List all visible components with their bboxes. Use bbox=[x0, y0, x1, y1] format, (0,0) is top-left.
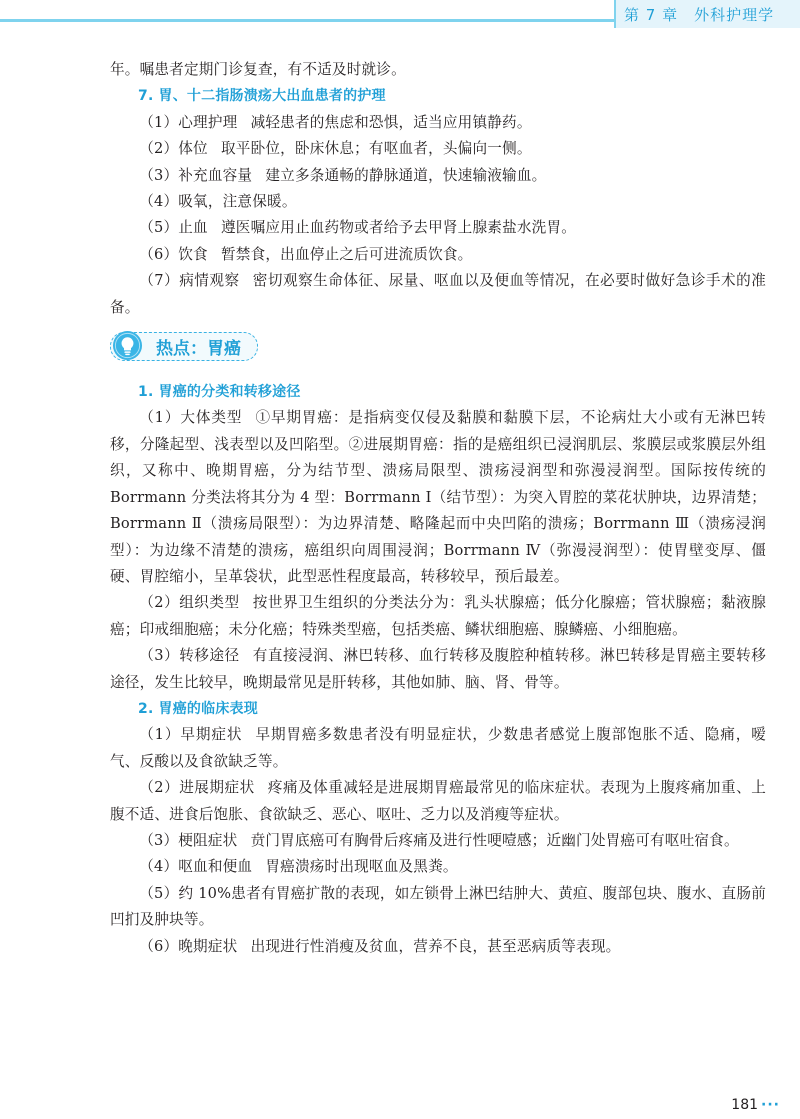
item-text: 出现进行性消瘦及贫血，营养不良，甚至恶病质等表现。 bbox=[250, 937, 621, 955]
item-lead: （2）体位 bbox=[139, 140, 208, 158]
list-item bbox=[110, 828, 766, 854]
list-item bbox=[110, 854, 766, 880]
item-lead: （3）梗阻症状 bbox=[139, 831, 238, 849]
item-lead: （1）心理护理 bbox=[139, 113, 238, 131]
hotspot-banner bbox=[110, 328, 766, 368]
list-item bbox=[110, 722, 766, 775]
item-lead: （1）大体类型 bbox=[139, 409, 243, 427]
continued-paragraph: 年。嘱患者定期门诊复查，有不适及时就诊。 bbox=[110, 61, 406, 78]
list-item bbox=[110, 405, 766, 590]
item-lead: （2）组织类型 bbox=[139, 594, 240, 612]
item-lead: （6）晚期症状 bbox=[139, 937, 238, 955]
item-text: 按世界卫生组织的分类法分为：乳头状腺癌；低分化腺癌；管状腺癌；黏液腺癌；印戒细胞癌；未分化癌；特殊类型癌，包括类癌、鳞状细胞癌、腺鳞癌、小细胞癌。 bbox=[110, 594, 767, 638]
item-lead: （6）饮食 bbox=[139, 245, 208, 263]
page-body bbox=[110, 57, 766, 960]
item-text: ①早期胃癌：是指病变仅侵及黏膜和黏膜下层，不论病灶大小或有无淋巴转移，分隆起型、浅表型以及凹陷型。②进展期胃癌：指的是癌组织已浸润肌层、浆膜层或浆膜层外组织，又称中、晚期胃癌，分为结节型、溃疡局限型、溃疡浸润型和弥漫浸润型。国际按传统的 Borrmann 分类法将其分为 4 型：Borrmann Ⅰ（结节型）：为突入胃腔的菜花状肿块，边界清楚；Borrmann Ⅱ（溃疡局限型）：为边界清楚、略隆起而中央凹陷的溃疡；Borrmann Ⅲ（溃疡浸润型）：为边缘不清楚的溃疡，癌组织向周围浸润；Borrmann Ⅳ（弥漫浸润型）：使胃壁变厚、僵硬、胃腔缩小，呈革袋状，此型恶性程度最高，转移较早，预后最差。 bbox=[110, 409, 766, 585]
list-item bbox=[110, 163, 766, 189]
list-item bbox=[110, 215, 766, 241]
item-lead: （3）转移途径 bbox=[139, 647, 240, 665]
item-text: 密切观察生命体征、尿量、呕血以及便血等情况，在必要时做好急诊手术的准备。 bbox=[110, 272, 767, 316]
item-lead: （7）病情观察 bbox=[139, 272, 240, 290]
item-text: 取平卧位，卧床休息；有呕血者，头偏向一侧。 bbox=[220, 140, 532, 158]
item-text: 疼痛及体重减轻是进展期胃癌最常见的临床症状。表现为上腹疼痛加重、上腹不适、进食后饱胀、食欲缺乏、恶心、呕吐、乏力以及消瘦等症状。 bbox=[110, 779, 766, 823]
item-text: 暂禁食，出血停止之后可进流质饮食。 bbox=[220, 245, 473, 263]
list-item bbox=[110, 775, 766, 828]
list-item bbox=[110, 136, 766, 162]
list-item bbox=[110, 881, 766, 934]
list-item bbox=[110, 590, 766, 643]
section-heading: 1. 胃癌的分类和转移途径 bbox=[138, 384, 301, 401]
page-number bbox=[731, 1097, 780, 1113]
page-number-value: 181 bbox=[731, 1097, 759, 1113]
item-lead: （5）止血 bbox=[139, 219, 208, 237]
list-item bbox=[110, 934, 766, 960]
item-lead: （4）吸氧，注意保暖。 bbox=[139, 193, 297, 211]
list-item bbox=[110, 110, 766, 136]
item-lead: （5）约 10%患者有胃癌扩散的表现，如左锁骨上淋巴结肿大、黄疸、腹部包块、腹水、直肠前凹扪及肿块等。 bbox=[110, 884, 766, 929]
item-text: 有直接浸润、淋巴转移、血行转移及腹腔种植转移。淋巴转移是胃癌主要转移途径，发生比较早，晚期最常见是肝转移，其他如肺、脑、肾、骨等。 bbox=[110, 647, 767, 691]
item-text: 胃癌溃疡时出现呕血及黑粪。 bbox=[265, 858, 458, 876]
item-text: 建立多条通畅的静脉通道，快速输液输血。 bbox=[265, 166, 547, 184]
running-header: 第 7 章 外科护理学 bbox=[624, 6, 775, 24]
item-text: 贲门胃底癌可有胸骨后疼痛及进行性哽噎感；近幽门处胃癌可有呕吐宿食。 bbox=[250, 831, 739, 849]
list-item bbox=[110, 189, 766, 215]
item-lead: （1）早期症状 bbox=[139, 726, 243, 744]
list-item bbox=[110, 643, 766, 696]
section-heading: 7. 胃、十二指肠溃疡大出血患者的护理 bbox=[138, 88, 386, 105]
item-text: 遵医嘱应用止血药物或者给予去甲肾上腺素盐水洗胃。 bbox=[220, 219, 577, 237]
item-text: 早期胃癌多数患者没有明显症状，少数患者感觉上腹部饱胀不适、隐痛，嗳气、反酸以及食欲缺乏等。 bbox=[110, 726, 766, 770]
list-item bbox=[110, 242, 766, 268]
page-dots-decoration: ··· bbox=[761, 1097, 780, 1113]
header-rule bbox=[0, 19, 614, 22]
list-item bbox=[110, 268, 766, 321]
hotspot-title: 热点：胃癌 bbox=[156, 339, 241, 360]
item-lead: （4）呕血和便血 bbox=[139, 858, 253, 876]
lightbulb-icon bbox=[112, 330, 143, 361]
section-heading: 2. 胃癌的临床表现 bbox=[138, 700, 258, 717]
item-lead: （2）进展期症状 bbox=[139, 779, 255, 797]
item-text: 减轻患者的焦虑和恐惧，适当应用镇静药。 bbox=[250, 113, 532, 131]
item-lead: （3）补充血容量 bbox=[139, 166, 253, 184]
